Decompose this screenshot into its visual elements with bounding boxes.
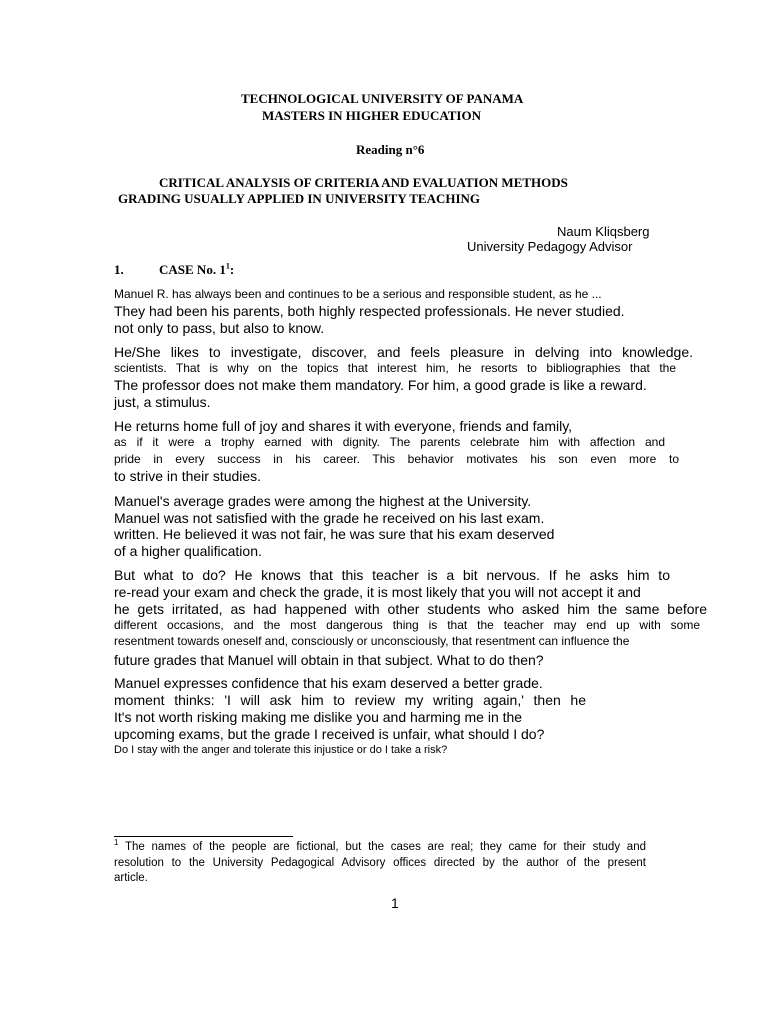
p1-line-3: not only to pass, but also to know. xyxy=(114,320,325,336)
title-line-1: CRITICAL ANALYSIS OF CRITERIA AND EVALUATION METHODS xyxy=(159,175,568,190)
footnote-text-1: The names of the people are fictional, but the cases are real; they came for their study and xyxy=(118,841,646,853)
program-name: MASTERS IN HIGHER EDUCATION xyxy=(262,108,481,123)
p6-line-4: upcoming exams, but the grade I received is unfair, what should I do? xyxy=(114,726,545,742)
footnote-separator xyxy=(114,836,293,837)
p3-line-1: He returns home full of joy and shares it with everyone, friends and family, xyxy=(114,418,573,434)
section-heading-suffix: : xyxy=(229,262,235,277)
p4-line-3: written. He believed it was not fair, he was sure that his exam deserved xyxy=(114,526,555,542)
p5-line-5: resentment towards oneself and, consciously or unconsciously, that resentment can influence the xyxy=(114,634,630,648)
p5-line-4: different occasions, and the most dangerous thing is that the teacher may end up with some xyxy=(114,618,700,632)
p1-line-1: Manuel R. has always been and continues to be a serious and responsible student, as he ... xyxy=(114,287,602,301)
footnote-line-1 xyxy=(114,838,646,853)
author-role: University Pedagogy Advisor xyxy=(467,239,633,254)
p5-line-3: he gets irritated, as had happened with other students who asked him the same before xyxy=(114,601,707,617)
section-heading-text: CASE No. 1 xyxy=(159,262,226,277)
p6-line-2: moment thinks: 'I will ask him to review my writing again,' then he xyxy=(114,692,586,708)
p3-line-4: to strive in their studies. xyxy=(114,468,262,484)
p3-line-2: as if it were a trophy earned with dignity. The parents celebrate him with affection and xyxy=(114,435,665,449)
section-heading xyxy=(159,262,234,278)
footnote-line-2: resolution to the University Pedagogical Advisory offices directed by the author of the present xyxy=(114,857,646,869)
p5-line-6: future grades that Manuel will obtain in that subject. What to do then? xyxy=(114,652,544,668)
footnote-ref: 1 xyxy=(225,261,230,271)
p2-line-4: just, a stimulus. xyxy=(114,394,211,410)
p2-line-1: He/She likes to investigate, discover, and feels pleasure in delving into knowledge. xyxy=(114,344,693,360)
p6-line-1: Manuel expresses confidence that his exam deserved a better grade. xyxy=(114,675,543,691)
university-name: TECHNOLOGICAL UNIVERSITY OF PANAMA xyxy=(241,91,524,106)
footnote-line-3: article. xyxy=(114,872,148,884)
p4-line-1: Manuel's average grades were among the highest at the University. xyxy=(114,493,532,509)
p4-line-2: Manuel was not satisfied with the grade he received on his last exam. xyxy=(114,510,545,526)
p6-line-3: It's not worth risking making me dislike you and harming me in the xyxy=(114,709,523,725)
p2-line-2: scientists. That is why on the topics that interest him, he resorts to bibliographies that the xyxy=(114,361,676,375)
section-number: 1. xyxy=(114,262,124,277)
p3-line-3: pride in every success in his career. This behavior motivates his son even more to xyxy=(114,452,679,466)
p1-line-2: They had been his parents, both highly respected professionals. He never studied. xyxy=(114,303,625,319)
reading-label: Reading n°6 xyxy=(356,142,425,157)
title-line-2: GRADING USUALLY APPLIED IN UNIVERSITY TEACHING xyxy=(118,191,481,206)
p2-line-3: The professor does not make them mandatory. For him, a good grade is like a reward. xyxy=(114,377,647,393)
p6-line-5: Do I stay with the anger and tolerate this injustice or do I take a risk? xyxy=(114,744,448,756)
p5-line-1: But what to do? He knows that this teacher is a bit nervous. If he asks him to xyxy=(114,567,670,583)
footnote-marker: 1 xyxy=(114,838,119,848)
p4-line-4: of a higher qualification. xyxy=(114,543,262,559)
author-name: Naum Kliqsberg xyxy=(557,224,650,239)
page-number: 1 xyxy=(391,895,399,911)
p5-line-2: re-read your exam and check the grade, it is most likely that you will not accept it and xyxy=(114,584,641,600)
